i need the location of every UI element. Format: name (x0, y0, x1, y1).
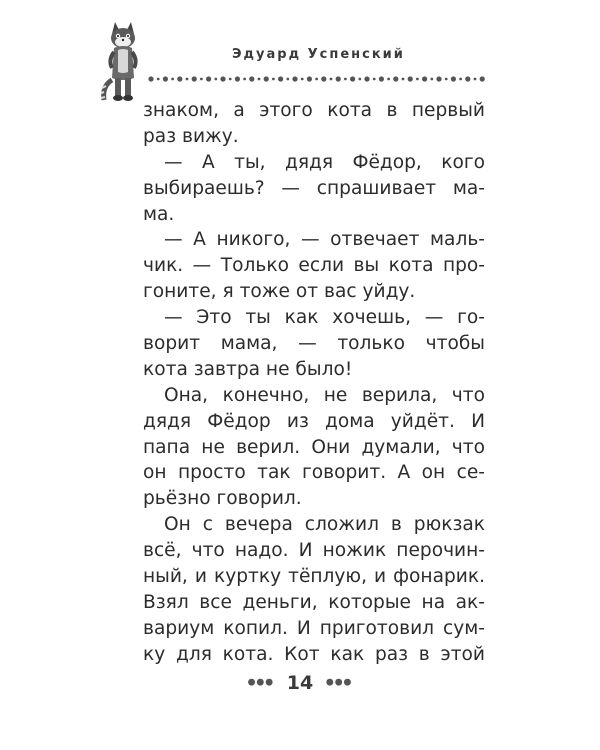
rule-dot (192, 76, 197, 81)
rule-dot (315, 78, 318, 81)
text-line: он просто так говорит. А он се- (143, 462, 485, 484)
rule-dot (408, 76, 413, 81)
text-line: вариум копил. И приготовил сум- (143, 617, 485, 639)
rule-dot (402, 78, 405, 81)
rule-dot (264, 76, 269, 81)
rule-dot (243, 78, 246, 81)
rule-dot (344, 78, 347, 81)
page-number: 14 (286, 671, 314, 694)
rule-dot (451, 76, 456, 81)
rule-dot (186, 78, 189, 81)
rule-dot (301, 78, 304, 81)
rule-dot (148, 76, 153, 81)
text-line: всё, что надо. И ножик перочин- (143, 540, 485, 562)
rule-dot (350, 76, 355, 81)
rule-dot (177, 76, 182, 81)
text-line: знаком, а этого кота в первый (143, 100, 485, 121)
rule-dot (278, 76, 283, 81)
rule-dot (235, 76, 240, 81)
text-line: кота завтра не было! (143, 358, 353, 380)
rule-dot (474, 78, 477, 81)
rule-dot (358, 78, 361, 81)
page-body-text (143, 98, 485, 668)
rule-dot (459, 78, 462, 81)
text-line: Взял все деньги, которые на ак- (143, 591, 485, 613)
rule-dot (220, 76, 225, 81)
rule-dot (445, 78, 448, 81)
rule-dot (214, 78, 217, 81)
rule-dot (330, 78, 333, 81)
text-line: ворит мама, — только чтобы (143, 333, 485, 355)
rule-dot (436, 76, 441, 81)
rule-dot (387, 78, 390, 81)
rule-dot (307, 76, 312, 81)
text-line: ма. (143, 203, 175, 225)
rule-dot (258, 78, 261, 81)
rule-dot (229, 78, 232, 81)
text-line: — А никого, — отвечает маль- (164, 229, 485, 251)
rule-dot (422, 76, 427, 81)
rule-dot (272, 78, 275, 81)
cat-illustration (100, 20, 146, 106)
rule-dot (364, 76, 369, 81)
rule-dot (480, 76, 485, 81)
footer-ornament-right: ●●● (325, 677, 353, 688)
text-line: чик. — Только если вы кота про- (143, 255, 485, 277)
header-dotted-rule (148, 74, 490, 84)
text-line: Она, конечно, не верила, что (164, 384, 485, 406)
rule-dot (286, 78, 289, 81)
rule-dot (393, 76, 398, 81)
text-line: гоните, я тоже от вас уйду. (143, 281, 416, 303)
text-line: дядя Фёдор из дома уйдёт. И (143, 410, 485, 432)
rule-dot (373, 78, 376, 81)
text-line: — А ты, дядя Фёдор, кого (164, 151, 485, 173)
rule-dot (465, 76, 470, 81)
text-line: рьёзно говорил. (143, 488, 302, 510)
text-line: ный, и куртку тёплую, и фонарик. (143, 566, 485, 588)
text-line: — Это ты как хочешь, — го- (164, 307, 485, 329)
rule-dot (171, 78, 174, 81)
rule-dot (292, 76, 297, 81)
text-line: ку для кота. Кот как раз в этой (143, 643, 485, 665)
rule-dot (416, 78, 419, 81)
text-line: папа не верил. Они думали, что (143, 436, 485, 458)
rule-dot (321, 76, 326, 81)
page-footer (0, 671, 600, 694)
text-line: выбираешь? — спрашивает ма- (143, 177, 485, 199)
rule-dot (336, 76, 341, 81)
rule-dot (163, 76, 168, 81)
rule-dot (379, 76, 384, 81)
text-line: раз вижу. (143, 125, 239, 147)
rule-dot (206, 76, 211, 81)
footer-ornament-left: ●●● (247, 677, 275, 688)
rule-dot (157, 78, 160, 81)
rule-dot (430, 78, 433, 81)
running-header-author: Эдуард Успенский (232, 47, 405, 62)
text-line: Он с вечера сложил в рюкзак (164, 514, 485, 536)
rule-dot (249, 76, 254, 81)
rule-dot (200, 78, 203, 81)
